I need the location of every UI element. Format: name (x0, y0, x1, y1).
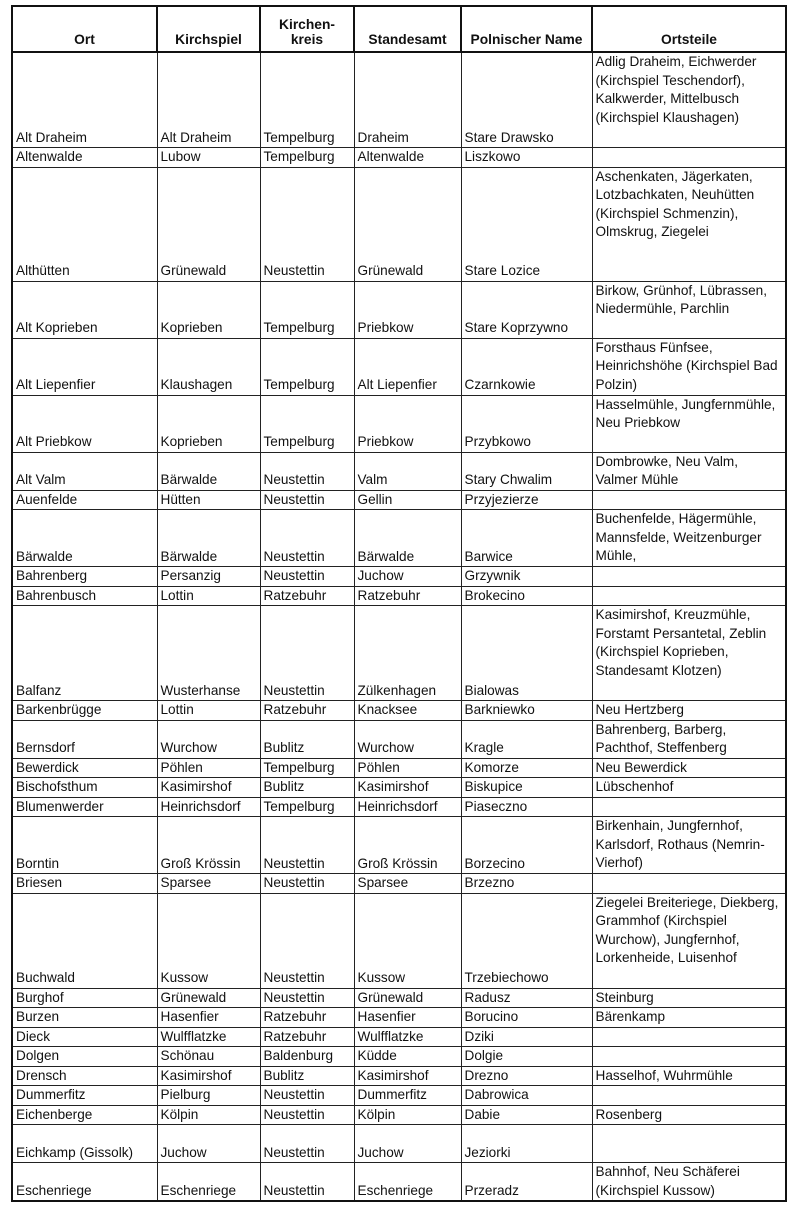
cell-ort: Borntin (12, 817, 157, 874)
cell-ort: Bahrenbusch (12, 586, 157, 606)
cell-polnischer-name: Kragle (461, 720, 592, 758)
cell-standesamt: Zülkenhagen (354, 606, 461, 701)
table-row (12, 988, 786, 1008)
cell-polnischer-name: Borzecino (461, 817, 592, 874)
cell-kirchenkreis: Tempelburg (260, 52, 354, 148)
cell-kirchspiel: Wusterhanse (157, 606, 260, 701)
table-row (12, 338, 786, 395)
cell-polnischer-name: Dabie (461, 1105, 592, 1125)
header-standesamt: Standesamt (354, 6, 461, 52)
cell-ort: Dieck (12, 1027, 157, 1047)
cell-polnischer-name: Przeradz (461, 1163, 592, 1202)
cell-kirchenkreis: Neustettin (260, 874, 354, 894)
cell-kirchenkreis: Tempelburg (260, 758, 354, 778)
cell-kirchspiel: Kölpin (157, 1105, 260, 1125)
cell-standesamt: Ratzebuhr (354, 586, 461, 606)
cell-kirchspiel: Grünewald (157, 988, 260, 1008)
cell-standesamt: Groß Krössin (354, 817, 461, 874)
cell-polnischer-name: Stare Koprzywno (461, 281, 592, 338)
cell-ort: Auenfelde (12, 490, 157, 510)
cell-ortsteile: Neu Bewerdick (592, 758, 786, 778)
cell-kirchenkreis: Tempelburg (260, 148, 354, 168)
cell-ortsteile (592, 490, 786, 510)
table-row (12, 52, 786, 148)
cell-kirchspiel: Eschenriege (157, 1163, 260, 1202)
table-row (12, 490, 786, 510)
cell-standesamt: Knacksee (354, 701, 461, 721)
cell-kirchspiel: Schönau (157, 1047, 260, 1067)
cell-polnischer-name: Jeziorki (461, 1125, 592, 1163)
cell-ortsteile: Hasselhof, Wuhrmühle (592, 1066, 786, 1086)
cell-ort: Barkenbrügge (12, 701, 157, 721)
header-polnischer-name: Polnischer Name (461, 6, 592, 52)
cell-kirchenkreis: Tempelburg (260, 338, 354, 395)
cell-ortsteile (592, 874, 786, 894)
cell-kirchenkreis: Tempelburg (260, 395, 354, 452)
cell-ortsteile: Adlig Draheim, Eichwerder (Kirchspiel Teschendorf), Kalkwerder, Mittelbusch (Kirchspiel Klaushagen) (592, 52, 786, 148)
cell-ortsteile (592, 1027, 786, 1047)
cell-ort: Altenwalde (12, 148, 157, 168)
cell-ort: Bewerdick (12, 758, 157, 778)
cell-kirchspiel: Lottin (157, 586, 260, 606)
cell-polnischer-name: Stare Drawsko (461, 52, 592, 148)
cell-polnischer-name: Dolgie (461, 1047, 592, 1067)
table-row (12, 452, 786, 490)
cell-ortsteile: Birkow, Grünhof, Lübrassen, Niedermühle, Parchlin (592, 281, 786, 338)
cell-standesamt: Juchow (354, 1125, 461, 1163)
cell-kirchenkreis: Ratzebuhr (260, 586, 354, 606)
cell-kirchenkreis: Neustettin (260, 817, 354, 874)
cell-kirchspiel: Pöhlen (157, 758, 260, 778)
cell-ortsteile: Neu Hertzberg (592, 701, 786, 721)
cell-kirchspiel: Persanzig (157, 567, 260, 587)
cell-kirchenkreis: Neustettin (260, 510, 354, 567)
cell-ort: Althütten (12, 167, 157, 281)
cell-kirchenkreis: Neustettin (260, 1125, 354, 1163)
cell-ort: Bahrenberg (12, 567, 157, 587)
cell-kirchenkreis: Bublitz (260, 778, 354, 798)
header-ort: Ort (12, 6, 157, 52)
cell-standesamt: Wulfflatzke (354, 1027, 461, 1047)
table-row (12, 817, 786, 874)
cell-ort: Eichkamp (Gissolk) (12, 1125, 157, 1163)
table-row (12, 874, 786, 894)
cell-kirchenkreis: Neustettin (260, 893, 354, 988)
cell-kirchspiel: Lubow (157, 148, 260, 168)
cell-polnischer-name: Barwice (461, 510, 592, 567)
cell-ortsteile (592, 1125, 786, 1163)
table-row (12, 510, 786, 567)
cell-polnischer-name: Komorze (461, 758, 592, 778)
place-table (11, 5, 787, 1202)
cell-standesamt: Küdde (354, 1047, 461, 1067)
table-row (12, 148, 786, 168)
cell-ortsteile: Kasimirshof, Kreuzmühle, Forstamt Persantetal, Zeblin (Kirchspiel Koprieben, Standesamt Klotzen) (592, 606, 786, 701)
table-row (12, 1008, 786, 1028)
table-row (12, 1105, 786, 1125)
table-row (12, 1125, 786, 1163)
cell-kirchenkreis: Neustettin (260, 988, 354, 1008)
header-kirchenkreis: Kirchen- kreis (260, 6, 354, 52)
cell-standesamt: Grünewald (354, 988, 461, 1008)
header-ortsteile: Ortsteile (592, 6, 786, 52)
cell-polnischer-name: Radusz (461, 988, 592, 1008)
cell-polnischer-name: Liszkowo (461, 148, 592, 168)
cell-ortsteile (592, 1086, 786, 1106)
cell-polnischer-name: Dziki (461, 1027, 592, 1047)
cell-kirchspiel: Pielburg (157, 1086, 260, 1106)
table-row (12, 893, 786, 988)
cell-standesamt: Pöhlen (354, 758, 461, 778)
cell-ort: Alt Koprieben (12, 281, 157, 338)
cell-ort: Dolgen (12, 1047, 157, 1067)
cell-ort: Bischofsthum (12, 778, 157, 798)
table-row (12, 395, 786, 452)
cell-kirchspiel: Wulfflatzke (157, 1027, 260, 1047)
table-row (12, 1086, 786, 1106)
cell-kirchenkreis: Ratzebuhr (260, 701, 354, 721)
cell-standesamt: Kasimirshof (354, 1066, 461, 1086)
cell-ortsteile: Aschenkaten, Jägerkaten, Lotzbachkaten, Neuhütten (Kirchspiel Schmenzin), Olmskrug, Ziegelei (592, 167, 786, 281)
cell-polnischer-name: Stary Chwalim (461, 452, 592, 490)
cell-kirchenkreis: Neustettin (260, 567, 354, 587)
cell-ortsteile (592, 1047, 786, 1067)
cell-polnischer-name: Stare Lozice (461, 167, 592, 281)
cell-kirchspiel: Kasimirshof (157, 1066, 260, 1086)
cell-ortsteile: Bärenkamp (592, 1008, 786, 1028)
cell-ortsteile: Ziegelei Breiteriege, Diekberg, Grammhof (Kirchspiel Wurchow), Jungfernhof, Lorkenheide, Luisenhof (592, 893, 786, 988)
cell-standesamt: Altenwalde (354, 148, 461, 168)
cell-ortsteile (592, 148, 786, 168)
cell-kirchspiel: Klaushagen (157, 338, 260, 395)
cell-kirchspiel: Grünewald (157, 167, 260, 281)
cell-ort: Burghof (12, 988, 157, 1008)
cell-polnischer-name: Bialowas (461, 606, 592, 701)
cell-ortsteile: Birkenhain, Jungfernhof, Karlsdorf, Rothaus (Nemrin-Vierhof) (592, 817, 786, 874)
cell-kirchspiel: Koprieben (157, 395, 260, 452)
cell-ort: Bernsdorf (12, 720, 157, 758)
cell-ortsteile: Lübschenhof (592, 778, 786, 798)
cell-kirchspiel: Kussow (157, 893, 260, 988)
header-kirchspiel: Kirchspiel (157, 6, 260, 52)
cell-kirchenkreis: Bublitz (260, 1066, 354, 1086)
cell-kirchenkreis: Neustettin (260, 490, 354, 510)
table-row (12, 586, 786, 606)
cell-ort: Balfanz (12, 606, 157, 701)
cell-kirchspiel: Juchow (157, 1125, 260, 1163)
cell-standesamt: Heinrichsdorf (354, 797, 461, 817)
cell-kirchenkreis: Neustettin (260, 1086, 354, 1106)
cell-kirchspiel: Hasenfier (157, 1008, 260, 1028)
cell-ort: Briesen (12, 874, 157, 894)
cell-polnischer-name: Brokecino (461, 586, 592, 606)
cell-standesamt: Wurchow (354, 720, 461, 758)
cell-standesamt: Kasimirshof (354, 778, 461, 798)
cell-ortsteile: Dombrowke, Neu Valm, Valmer Mühle (592, 452, 786, 490)
cell-polnischer-name: Barkniewko (461, 701, 592, 721)
table-row (12, 778, 786, 798)
cell-kirchspiel: Sparsee (157, 874, 260, 894)
cell-ort: Burzen (12, 1008, 157, 1028)
table-row (12, 606, 786, 701)
cell-polnischer-name: Drezno (461, 1066, 592, 1086)
cell-kirchenkreis: Neustettin (260, 1105, 354, 1125)
table-row (12, 1163, 786, 1202)
cell-standesamt: Eschenriege (354, 1163, 461, 1202)
cell-kirchspiel: Heinrichsdorf (157, 797, 260, 817)
cell-polnischer-name: Trzebiechowo (461, 893, 592, 988)
cell-kirchspiel: Hütten (157, 490, 260, 510)
cell-ort: Blumenwerder (12, 797, 157, 817)
cell-ort: Dummerfitz (12, 1086, 157, 1106)
cell-polnischer-name: Biskupice (461, 778, 592, 798)
cell-standesamt: Sparsee (354, 874, 461, 894)
table-row (12, 1066, 786, 1086)
cell-polnischer-name: Borucino (461, 1008, 592, 1028)
cell-ort: Buchwald (12, 893, 157, 988)
cell-standesamt: Dummerfitz (354, 1086, 461, 1106)
cell-kirchspiel: Alt Draheim (157, 52, 260, 148)
cell-ortsteile: Steinburg (592, 988, 786, 1008)
cell-ortsteile (592, 586, 786, 606)
cell-polnischer-name: Brzezno (461, 874, 592, 894)
cell-kirchspiel: Bärwalde (157, 510, 260, 567)
cell-ortsteile: Buchenfelde, Hägermühle, Mannsfelde, Weitzenburger Mühle, (592, 510, 786, 567)
header-row (12, 6, 786, 52)
cell-standesamt: Grünewald (354, 167, 461, 281)
cell-polnischer-name: Grzywnik (461, 567, 592, 587)
cell-ortsteile (592, 567, 786, 587)
cell-ortsteile: Forsthaus Fünfsee, Heinrichshöhe (Kirchspiel Bad Polzin) (592, 338, 786, 395)
cell-polnischer-name: Czarnkowie (461, 338, 592, 395)
cell-kirchenkreis: Neustettin (260, 452, 354, 490)
cell-kirchspiel: Groß Krössin (157, 817, 260, 874)
cell-ort: Drensch (12, 1066, 157, 1086)
cell-standesamt: Alt Liepenfier (354, 338, 461, 395)
cell-ortsteile (592, 797, 786, 817)
cell-ortsteile: Hasselmühle, Jungfernmühle, Neu Priebkow (592, 395, 786, 452)
cell-kirchenkreis: Ratzebuhr (260, 1008, 354, 1028)
cell-ort: Eichenberge (12, 1105, 157, 1125)
cell-kirchspiel: Bärwalde (157, 452, 260, 490)
cell-kirchenkreis: Neustettin (260, 606, 354, 701)
table-row (12, 797, 786, 817)
cell-standesamt: Hasenfier (354, 1008, 461, 1028)
cell-kirchspiel: Kasimirshof (157, 778, 260, 798)
cell-ortsteile: Bahrenberg, Barberg, Pachthof, Steffenberg (592, 720, 786, 758)
table-row (12, 281, 786, 338)
cell-ort: Alt Priebkow (12, 395, 157, 452)
cell-standesamt: Kussow (354, 893, 461, 988)
cell-kirchenkreis: Neustettin (260, 1163, 354, 1202)
cell-kirchspiel: Wurchow (157, 720, 260, 758)
table-row (12, 720, 786, 758)
cell-ort: Eschenriege (12, 1163, 157, 1202)
cell-standesamt: Valm (354, 452, 461, 490)
cell-kirchenkreis: Baldenburg (260, 1047, 354, 1067)
cell-standesamt: Priebkow (354, 395, 461, 452)
cell-polnischer-name: Dabrowica (461, 1086, 592, 1106)
cell-ortsteile: Rosenberg (592, 1105, 786, 1125)
cell-ort: Alt Valm (12, 452, 157, 490)
cell-standesamt: Juchow (354, 567, 461, 587)
cell-kirchenkreis: Neustettin (260, 167, 354, 281)
cell-kirchenkreis: Tempelburg (260, 797, 354, 817)
cell-standesamt: Bärwalde (354, 510, 461, 567)
cell-kirchenkreis: Tempelburg (260, 281, 354, 338)
table-row (12, 567, 786, 587)
cell-kirchspiel: Lottin (157, 701, 260, 721)
cell-standesamt: Priebkow (354, 281, 461, 338)
cell-ort: Alt Liepenfier (12, 338, 157, 395)
table-row (12, 1027, 786, 1047)
cell-polnischer-name: Przyjezierze (461, 490, 592, 510)
table-row (12, 167, 786, 281)
cell-kirchenkreis: Ratzebuhr (260, 1027, 354, 1047)
cell-kirchenkreis: Bublitz (260, 720, 354, 758)
cell-kirchspiel: Koprieben (157, 281, 260, 338)
cell-standesamt: Draheim (354, 52, 461, 148)
table-row (12, 758, 786, 778)
cell-ortsteile: Bahnhof, Neu Schäferei (Kirchspiel Kussow) (592, 1163, 786, 1202)
cell-polnischer-name: Piaseczno (461, 797, 592, 817)
cell-polnischer-name: Przybkowo (461, 395, 592, 452)
cell-standesamt: Kölpin (354, 1105, 461, 1125)
table-row (12, 1047, 786, 1067)
table-row (12, 701, 786, 721)
cell-ort: Bärwalde (12, 510, 157, 567)
cell-standesamt: Gellin (354, 490, 461, 510)
cell-ort: Alt Draheim (12, 52, 157, 148)
